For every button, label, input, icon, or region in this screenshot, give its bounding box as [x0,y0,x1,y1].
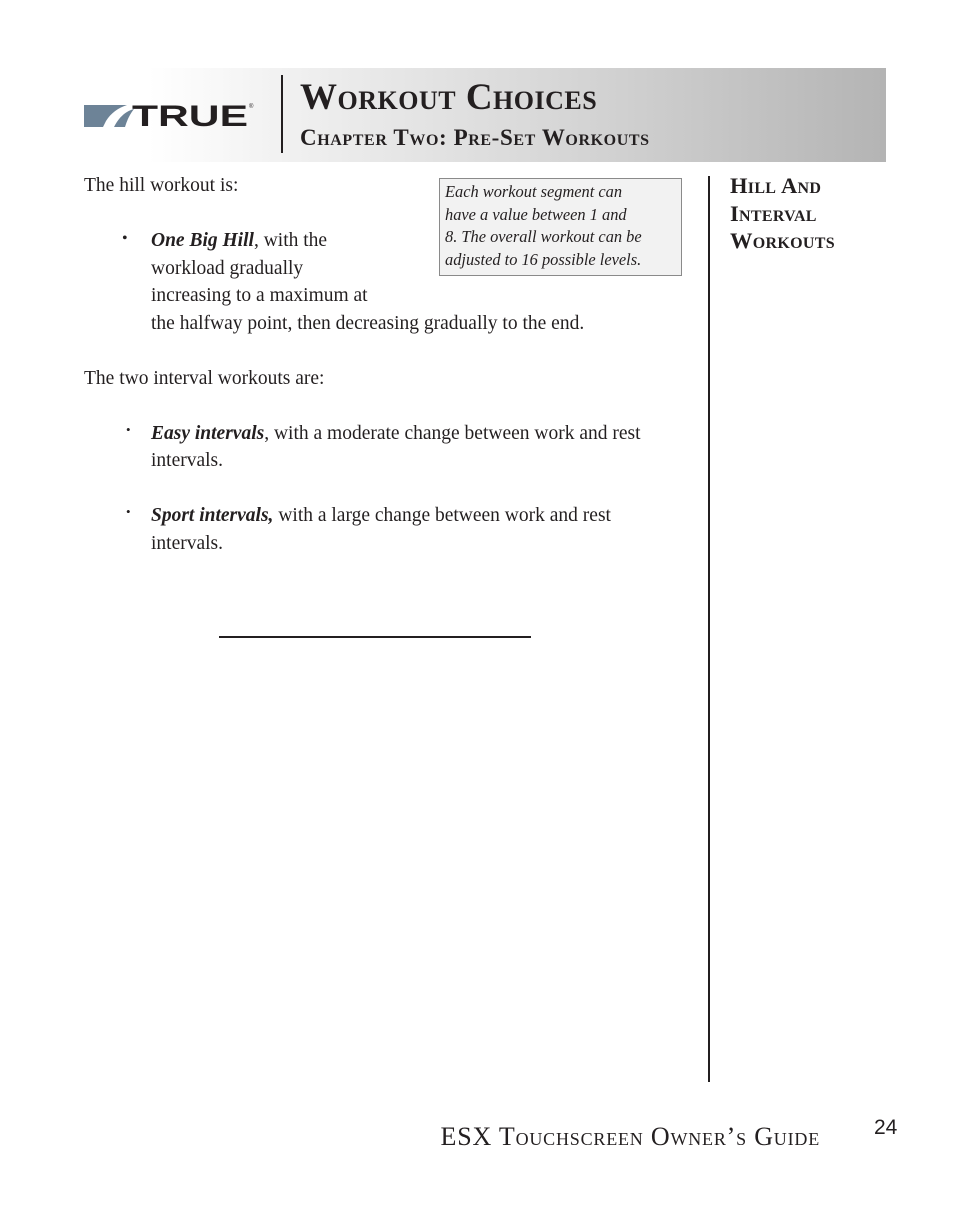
logo-wordmark: TRUE [132,100,248,130]
callout-line: have a value between 1 and [445,204,627,224]
separator-rule [219,636,531,638]
callout-line: 8. The overall workout can be [445,227,642,247]
sidebar-divider [708,176,710,1082]
bullet-text: , with the [253,230,328,251]
bullet-line [151,227,682,255]
bullet-term: Easy intervals [151,422,265,444]
bullet-item-sport [84,502,682,557]
bullet-icon: • [126,421,131,437]
main-content [84,172,682,557]
bullet-text: with a large change between work and rest intervals. [151,505,611,554]
page-number: 24 [874,1116,898,1139]
sidebar-title-line: Workouts [730,228,835,253]
chapter-subtitle: Chapter Two: Pre-Set Workouts [300,125,650,150]
bullet-icon: • [122,230,128,247]
callout-line: Each workout segment can [445,182,623,201]
header-divider [281,75,283,153]
footer-guide-title: ESX Touchscreen Owner’s Guide [440,1122,820,1151]
bullet-item-hill [84,227,682,337]
bullet-icon: • [126,504,131,519]
page-title: Workout Choices [300,77,598,118]
bullet-item-easy [84,420,682,475]
bullet-text: , with a moderate change between work and rest intervals. [151,422,641,471]
bullet-line: the halfway point, then decreasing gradually to the end. [151,312,585,334]
interval-intro: The two interval workouts are: [84,367,325,389]
sidebar-title-line: Interval [730,200,817,226]
bullet-term: One Big Hill [151,230,254,251]
sidebar-title-line: Hill And [730,173,822,198]
bullet-term: Sport intervals, [151,505,274,526]
callout-line: adjusted to 16 possible levels. [445,249,642,269]
registered-mark-icon: ® [249,104,254,110]
logo-arch-icon [84,105,134,127]
bullet-line: increasing to a maximum at [151,285,368,306]
bullet-line: workload gradually [151,257,304,279]
section-sidebar-title [730,172,835,255]
true-logo [84,100,254,130]
hill-intro: The hill workout is: [84,175,239,196]
